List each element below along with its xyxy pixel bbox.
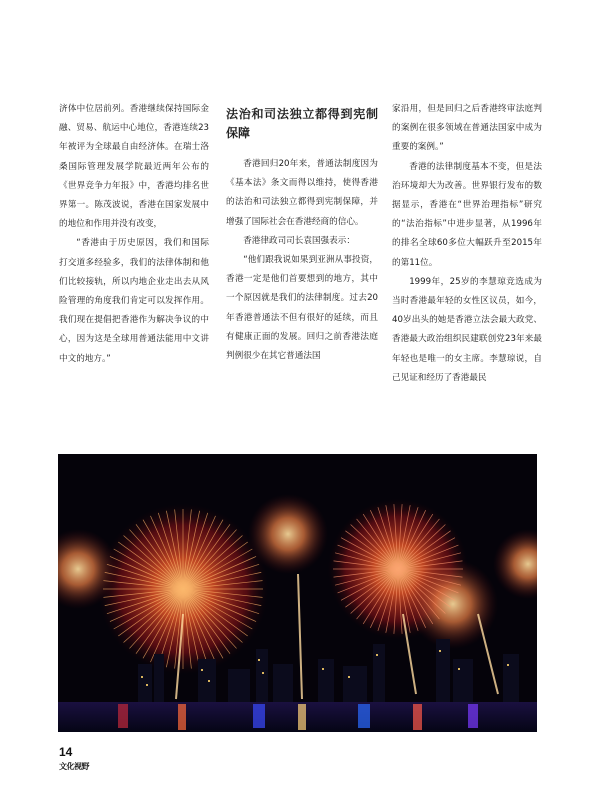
section-heading: 法治和司法独立都得到宪制保障 — [226, 107, 378, 140]
magazine-name: 文化视野 — [59, 761, 89, 771]
fireworks-photo — [58, 454, 537, 732]
text-column-1 — [59, 100, 209, 369]
text-column-2 — [226, 100, 378, 366]
page-number: 14 — [59, 745, 73, 759]
paragraph: 香港的法律制度基本不变，但是法治环境却大为改善。世界银行发布的数据显示，香港在“世界治理指标”研究的“法治指标”中进步显著，从1996年的排名全球60多位大幅跃升至2015年的第11位。 — [392, 161, 542, 268]
paragraph: 家沿用，但是回归之后香港终审法庭判的案例在很多领域在普通法国家中成为重要的案例。” — [392, 104, 542, 153]
paragraph: 济体中位居前列。香港继续保持国际金融、贸易、航运中心地位，香港连续23年被评为全球最自由经济体。在瑞士洛桑国际管理发展学院最近两年公布的《世界竞争力年报》中，香港均排名世界第一。陈茂波说，香港在国家发展中的地位和作用并没有改变， — [59, 104, 209, 230]
paragraph: 香港律政司司长袁国强表示： — [243, 235, 355, 246]
fireworks-image — [58, 454, 537, 732]
text-column-3 — [392, 100, 542, 388]
paragraph: “他们跟我说如果到亚洲从事投资，香港一定是他们首要想到的地方，其中一个原因就是我们的法律制度。过去20年香港普通法不但有很好的延续，而且有健康正面的发展。回归之前香港法庭判例很少在其它普通法国 — [226, 255, 378, 362]
firework-burst — [248, 494, 328, 574]
paragraph: 香港回归20年来，普通法制度因为《基本法》条文而得以维持，使得香港的法治和司法独立都得到宪制保障，并增强了国际社会在香港经商的信心。 — [226, 159, 378, 227]
paragraph: “香港由于历史原因，我们和国际打交道多经验多，我们的法律体制和他们比较接轨，所以内地企业走出去从风险管理的角度我们肯定可以发挥作用。我们现在提倡把香港作为解决争议的中心，因为这是全球用普通法能用中文讲中文的地方。” — [59, 238, 209, 364]
firework-burst — [408, 559, 498, 649]
paragraph: 1999年，25岁的李慧琼竞选成为当时香港最年轻的女性区议员，如今，40岁出头的她是香港立法会最大政党、香港最大政治组织民建联创党23年来最年轻也是唯一的女主席。李慧琼说，自己见证和经历了香港最民 — [392, 276, 542, 383]
